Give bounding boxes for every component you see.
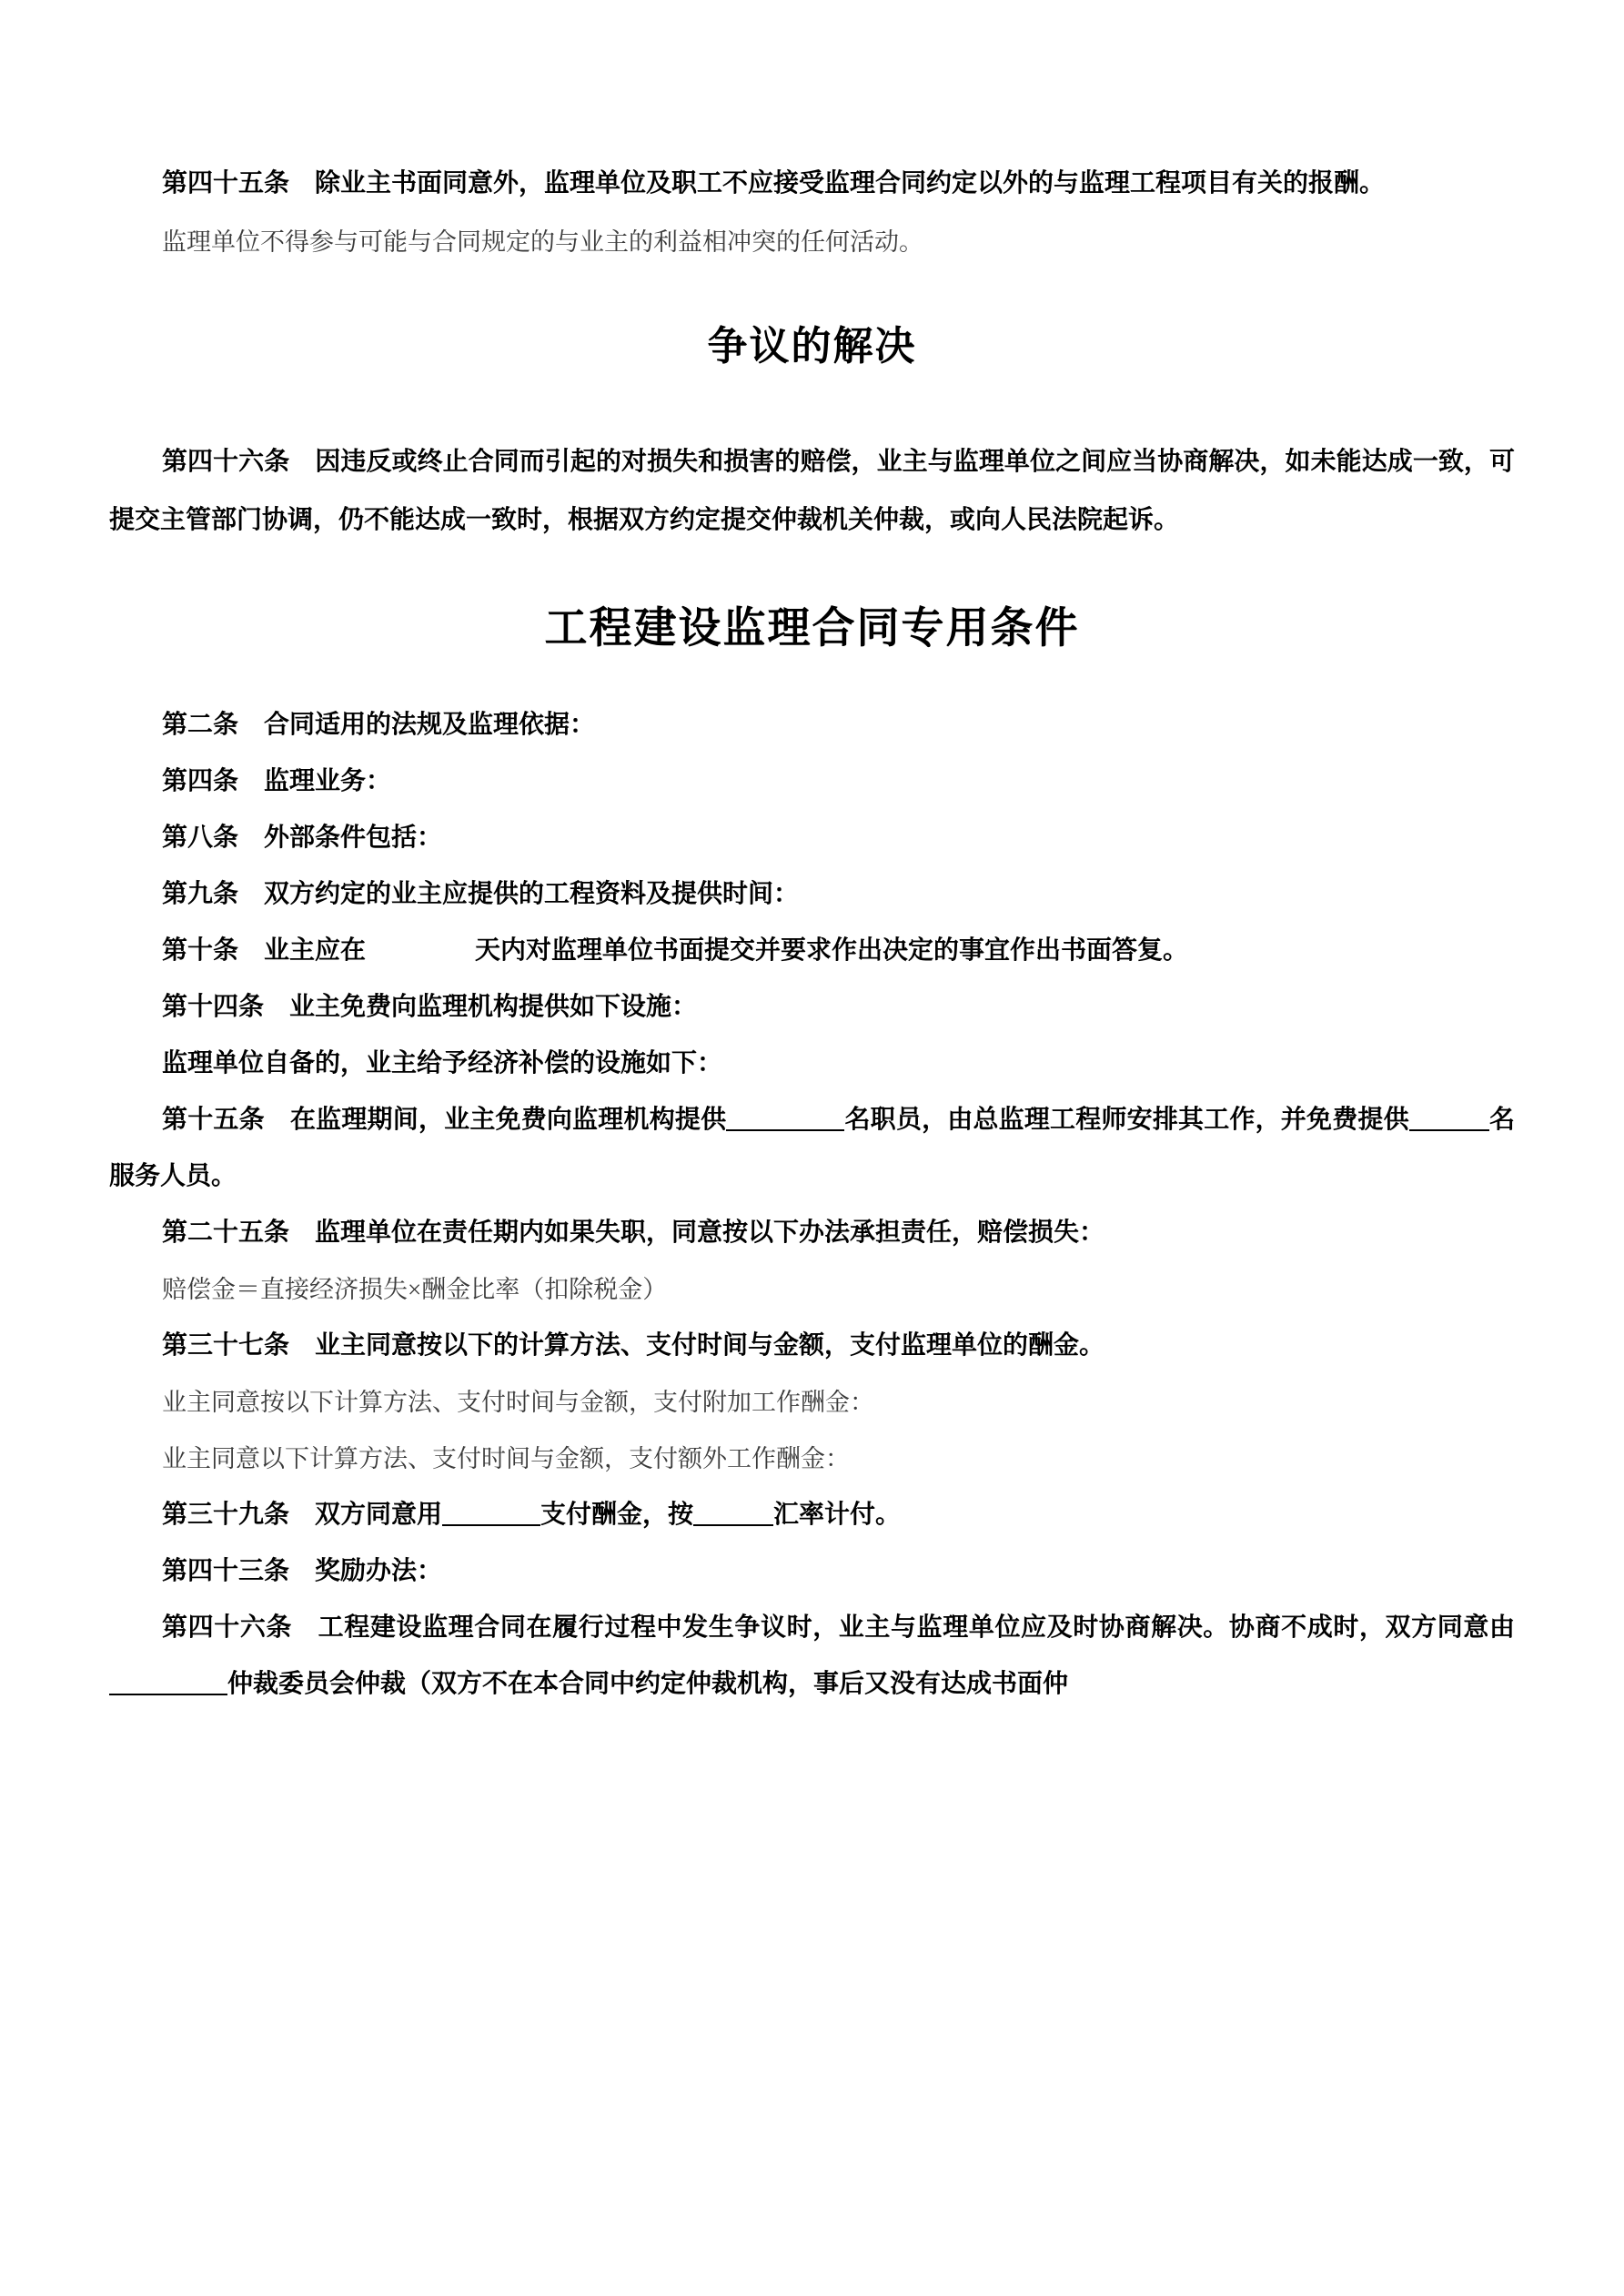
- heading-special-conditions: 工程建设监理合同专用条件: [544, 605, 1080, 652]
- heading-dispute-resolution: 争议的解决: [707, 324, 917, 369]
- clause-10-prefix: 第十条 业主应在: [162, 936, 367, 965]
- clause-15-part3: 名服务人员。: [109, 1106, 1515, 1190]
- special-conditions-list: [109, 697, 1515, 1713]
- clause-46-general-paragraph: 第四十六条 因违反或终止合同而引起的对损失和损害的赔偿，业主与监理单位之间应当协商解决，如未能达成一致，可提交主管部门协调，仍不能达成一致时，根据双方约定提交仲裁机关仲裁，或向人民法院起诉。: [109, 448, 1515, 534]
- clause-39-item: [109, 1487, 1515, 1543]
- spacer-before-special-heading: [109, 550, 1515, 597]
- clause-14-subitem: 监理单位自备的，业主给予经济补偿的设施如下：: [162, 1049, 723, 1077]
- spacer-after-dispute-heading: [109, 379, 1515, 433]
- clause-14-item: 第十四条 业主免费向监理机构提供如下设施：: [162, 993, 698, 1021]
- clause-2-item: 第二条 合同适用的法规及监理依据：: [162, 711, 596, 739]
- clause-37-subitem-1: 业主同意按以下计算方法、支付时间与金额，支付附加工作酬金：: [162, 1389, 874, 1416]
- clause-9-item: 第九条 双方约定的业主应提供的工程资料及提供时间：: [162, 880, 800, 908]
- clause-39-blank-2[interactable]: [693, 1524, 773, 1526]
- clause-15-item: [109, 1092, 1515, 1205]
- clause-4-item: 第四条 监理业务：: [162, 767, 392, 795]
- clause-45-subparagraph: 监理单位不得参与可能与合同规定的与业主的利益相冲突的任何活动。: [162, 228, 923, 256]
- clause-37-item: 第三十七条 业主同意按以下的计算方法、支付时间与金额，支付监理单位的酬金。: [162, 1331, 1105, 1360]
- document-body: [109, 155, 1515, 1713]
- clause-46-item: [109, 1600, 1515, 1713]
- clause-39-part1: 第三十九条 双方同意用: [162, 1501, 443, 1529]
- clause-37-subitem-2: 业主同意以下计算方法、支付时间与金额，支付额外工作酬金：: [162, 1445, 850, 1472]
- clause-45-paragraph: 第四十五条 除业主书面同意外，监理单位及职工不应接受监理合同约定以外的与监理工程项目有关的报酬。: [162, 169, 1386, 197]
- clause-25-subitem: 赔偿金＝直接经济损失×酬金比率（扣除税金）: [162, 1276, 668, 1303]
- clause-39-part3: 汇率计付。: [773, 1501, 902, 1529]
- clause-39-blank-1[interactable]: [442, 1524, 540, 1526]
- clause-15-blank-2[interactable]: [1409, 1129, 1489, 1131]
- clause-46-part1: 第四十六条 工程建设监理合同在履行过程中发生争议时，业主与监理单位应及时协商解决。协商不成时，双方同意由: [162, 1613, 1515, 1642]
- clause-39-part2: 支付酬金，按: [540, 1501, 694, 1529]
- clause-25-item: 第二十五条 监理单位在责任期内如果失职，同意按以下办法承担责任，赔偿损失：: [162, 1219, 1105, 1247]
- clause-10-suffix: 天内对监理单位书面提交并要求作出决定的事宜作出书面答复。: [475, 936, 1189, 965]
- clause-15-part1: 第十五条 在监理期间，业主免费向监理机构提供: [162, 1106, 727, 1134]
- clause-15-blank-1[interactable]: [726, 1129, 844, 1131]
- clause-15-part2: 名职员，由总监理工程师安排其工作，并免费提供: [844, 1106, 1409, 1134]
- clause-8-item: 第八条 外部条件包括：: [162, 824, 443, 852]
- spacer-after-special-heading: [109, 661, 1515, 697]
- clause-10-item: [109, 923, 1515, 979]
- clause-43-item: 第四十三条 奖励办法：: [162, 1557, 443, 1585]
- clause-46-part2: 仲裁委员会仲裁（双方不在本合同中约定仲裁机构，事后又没有达成书面仲: [227, 1670, 1069, 1698]
- spacer-before-dispute-heading: [109, 271, 1515, 315]
- clause-46-blank[interactable]: [109, 1694, 227, 1695]
